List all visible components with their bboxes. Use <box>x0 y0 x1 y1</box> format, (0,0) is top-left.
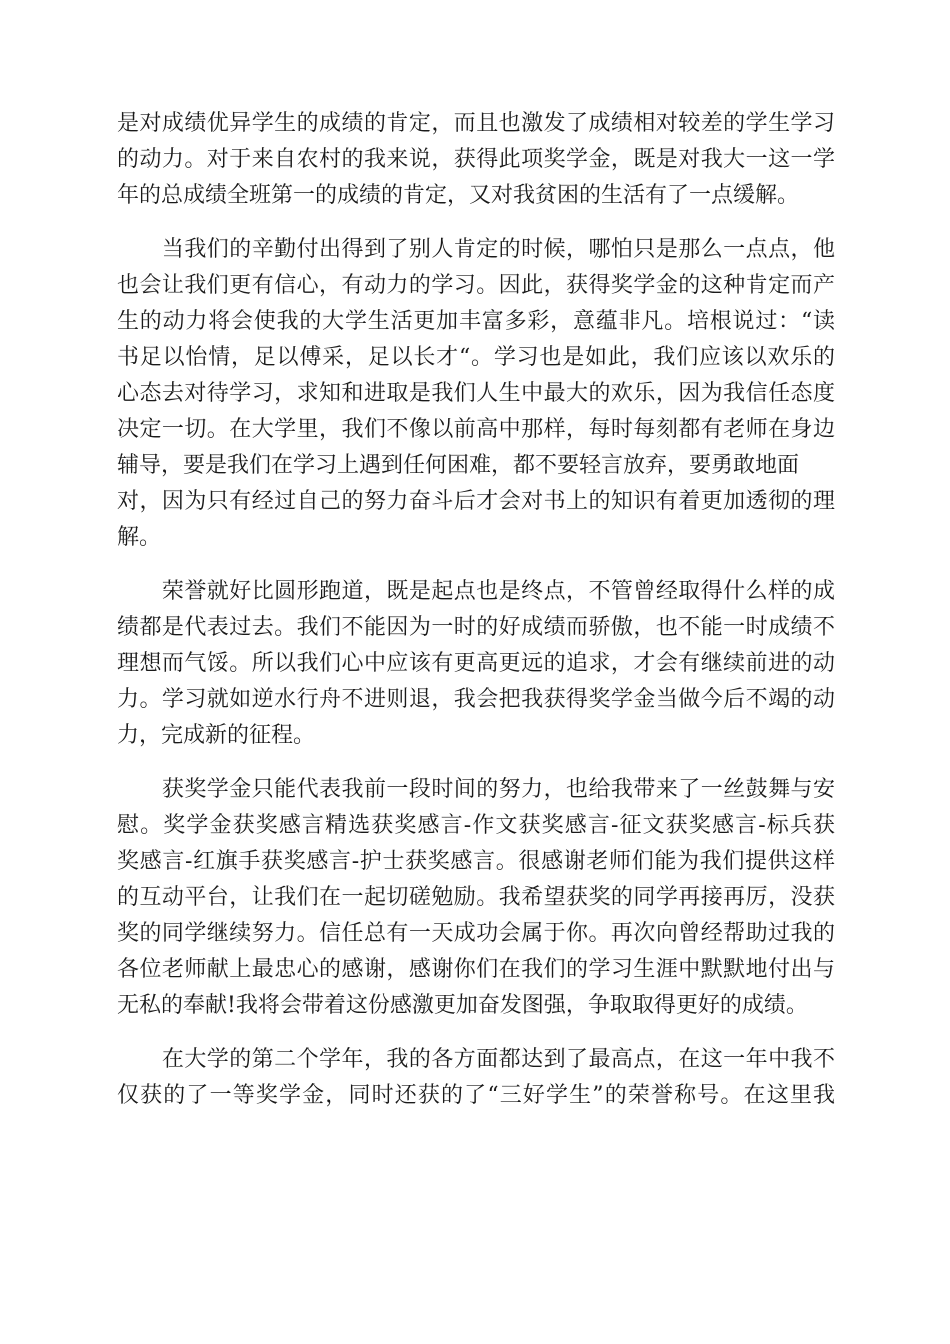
text-line: 荣誉就好比圆形跑道，既是起点也是终点，不管曾经取得什么样的成 <box>117 579 835 604</box>
text-line: 辅导，要是我们在学习上遇到任何困难，都不要轻言放弃，要勇敢地面 <box>117 453 800 478</box>
text-line: 书足以怡情，足以傅采，足以长才“。学习也是如此，我们应该以欢乐的 <box>117 345 835 370</box>
text-line: 力，完成新的征程。 <box>117 723 316 748</box>
text-line: 也会让我们更有信心，有动力的学习。因此，获得奖学金的这种肯定而产 <box>117 273 835 298</box>
document-body <box>117 106 835 1114</box>
text-line: 心态去对待学习，求知和进取是我们人生中最大的欢乐，因为我信任态度 <box>117 381 835 406</box>
text-line: 在大学的第二个学年，我的各方面都达到了最高点，在这一年中我不 <box>117 1047 835 1072</box>
text-line: 对，因为只有经过自己的努力奋斗后才会对书上的知识有着更加透彻的理 <box>117 489 835 514</box>
paragraph-4 <box>117 772 835 1024</box>
text-line: 决定一切。在大学里，我们不像以前高中那样，每时每刻都有老师在身边 <box>117 417 835 442</box>
text-line: 理想而气馁。所以我们心中应该有更高更远的追求，才会有继续前进的动 <box>117 651 835 676</box>
text-line: 无私的奉献!我将会带着这份感激更加奋发图强，争取取得更好的成绩。 <box>117 993 808 1018</box>
text-line: 获奖学金只能代表我前一段时间的努力，也给我带来了一丝鼓舞与安 <box>117 777 835 802</box>
text-line: 绩都是代表过去。我们不能因为一时的好成绩而骄傲，也不能一时成绩不 <box>117 615 835 640</box>
text-line: 生的动力将会使我的大学生活更加丰富多彩，意蕴非凡。培根说过：“读 <box>117 309 835 334</box>
text-line: 的动力。对于来自农村的我来说，获得此项奖学金，既是对我大一这一学 <box>117 147 835 172</box>
text-line: 是对成绩优异学生的成绩的肯定，而且也激发了成绩相对较差的学生学习 <box>117 111 835 136</box>
text-line: 各位老师献上最忠心的感谢，感谢你们在我们的学习生涯中默默地付出与 <box>117 957 835 982</box>
paragraph-1 <box>117 106 835 214</box>
text-line: 当我们的辛勤付出得到了别人肯定的时候，哪怕只是那么一点点，他 <box>117 237 835 262</box>
text-line: 年的总成绩全班第一的成绩的肯定，又对我贫困的生活有了一点缓解。 <box>117 183 800 208</box>
paragraph-3 <box>117 574 835 754</box>
paragraph-5 <box>117 1042 835 1114</box>
text-line: 力。学习就如逆水行舟不进则退，我会把我获得奖学金当做今后不竭的动 <box>117 687 835 712</box>
text-line: 奖的同学继续努力。信任总有一天成功会属于你。再次向曾经帮助过我的 <box>117 921 835 946</box>
text-line: 奖感言-红旗手获奖感言-护士获奖感言。很感谢老师们能为我们提供这样 <box>117 849 835 874</box>
text-line: 慰。奖学金获奖感言精选获奖感言-作文获奖感言-征文获奖感言-标兵获 <box>117 813 835 838</box>
text-line: 的互动平台，让我们在一起切磋勉励。我希望获奖的同学再接再厉，没获 <box>117 885 835 910</box>
text-line: 解。 <box>117 525 162 550</box>
paragraph-2 <box>117 232 835 556</box>
text-line: 仅获的了一等奖学金，同时还获的了“三好学生”的荣誉称号。在这里我 <box>117 1083 835 1108</box>
